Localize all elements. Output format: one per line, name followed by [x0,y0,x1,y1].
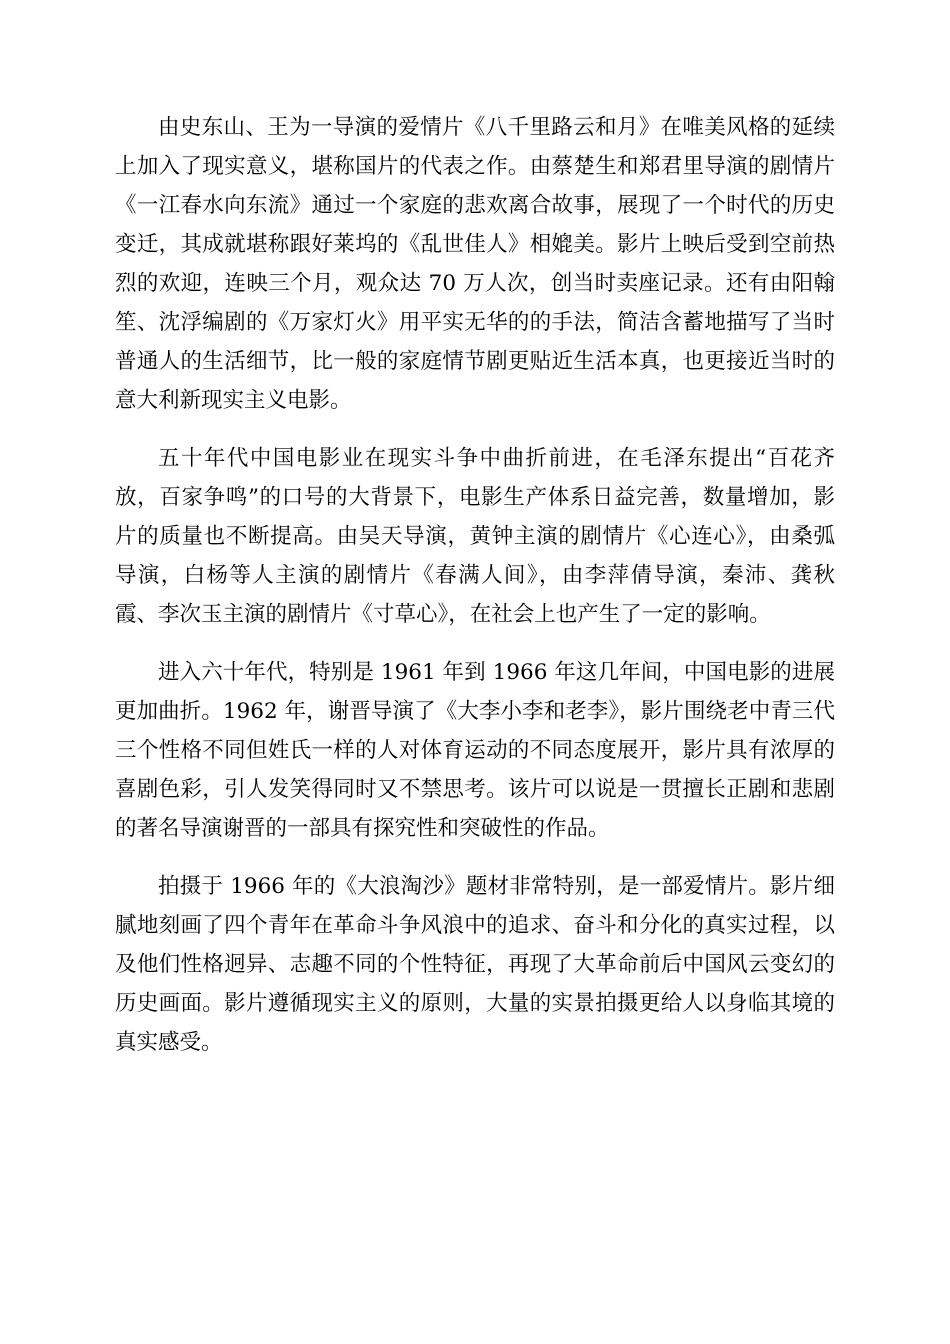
paragraph-4: 拍摄于 1966 年的《大浪淘沙》题材非常特别，是一部爱情片。影片细腻地刻画了四个青年在革命斗争风浪中的追求、奋斗和分化的真实过程，以及他们性格迥异、志趣不同的个性特征，再现了大革命前后中国风云变幻的历史画面。影片遵循现实主义的原则，大量的实景拍摄更给人以身临其境的真实感受。 [115,874,835,1055]
paragraph-3: 进入六十年代，特别是 1961 年到 1966 年这几年间，中国电影的进展更加曲折。1962 年，谢晋导演了《大李小李和老李》，影片围绕老中青三代三个性格不同但姓氏一样的人对体育运动的不同态度展开，影片具有浓厚的喜剧色彩，引人发笑得同时又不禁思考。该片可以说是一贯擅长正剧和悲剧的著名导演谢晋的一部具有探究性和突破性的作品。 [115,660,835,841]
paragraph-2: 五十年代中国电影业在现实斗争中曲折前进，在毛泽东提出“百花齐放，百家争鸣”的口号的大背景下，电影生产体系日益完善，数量增加，影片的质量也不断提高。由吴天导演，黄钟主演的剧情片《心连心》，由桑弧导演，白杨等人主演的剧情片《春满人间》，由李萍倩导演，秦沛、龚秋霞、李次玉主演的剧情片《寸草心》，在社会上也产生了一定的影响。 [115,446,835,627]
paragraph-1: 由史东山、王为一导演的爱情片《八千里路云和月》在唯美风格的延续上加入了现实意义，堪称国片的代表之作。由蔡楚生和郑君里导演的剧情片《一江春水向东流》通过一个家庭的悲欢离合故事，展现了一个时代的历史变迁，其成就堪称跟好莱坞的《乱世佳人》相媲美。影片上映后受到空前热烈的欢迎，连映三个月，观众达 70 万人次，创当时卖座记录。还有由阳翰笙、沈浮编剧的《万家灯火》用平实无华的的手法，简洁含蓄地描写了当时普通人的生活细节，比一般的家庭情节剧更贴近生活本真，也更接近当时的意大利新现实主义电影。 [115,115,835,413]
document-body [115,108,835,1081]
